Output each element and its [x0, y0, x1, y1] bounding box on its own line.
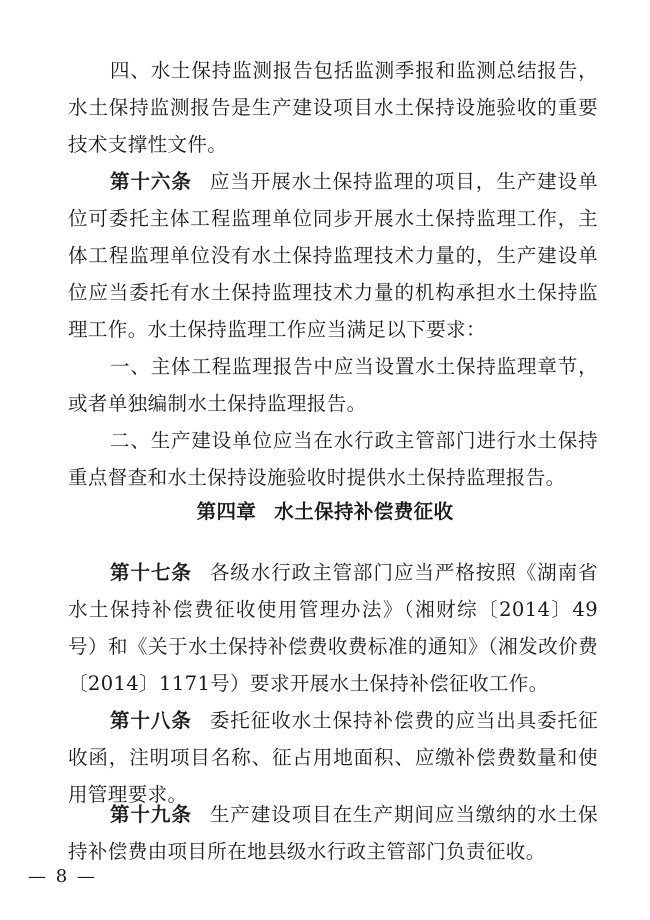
- paragraph-text: 二、生产建设单位应当在水行政主管部门进行水土保持重点督查和水土保持设施验收时提供水土保持监理报告。: [68, 429, 598, 489]
- paragraph-text: 四、水土保持监测报告包括监测季报和监测总结报告，水土保持监测报告是生产建设项目水土保持设施验收的重要技术支撑性文件。: [68, 59, 598, 156]
- chapter-number: 第四章: [196, 500, 257, 523]
- paragraph-item-one: [68, 348, 598, 422]
- chapter-heading: [0, 493, 650, 530]
- article-text: 生产建设项目在生产期间应当缴纳的水土保持补偿费由项目所在地县级水行政主管部门负责征收。: [68, 803, 598, 863]
- article-text: 各级水行政主管部门应当严格按照《湖南省水土保持补偿费征收使用管理办法》（湘财综〔2014〕49号）和《关于水土保持补偿费收费标准的通知》（湘发改价费〔2014〕1171号）要求开展水土保持补偿征收工作。: [68, 561, 598, 695]
- article-number: 第十八条: [110, 709, 192, 732]
- paragraph-text: 一、主体工程监理报告中应当设置水土保持监理章节，或者单独编制水土保持监理报告。: [68, 355, 598, 415]
- article-19: [68, 796, 598, 870]
- page-number: — 8 —: [28, 866, 97, 887]
- article-16: [68, 163, 598, 348]
- paragraph-item-four: [68, 52, 598, 163]
- article-text: 应当开展水土保持监理的项目，生产建设单位可委托主体工程监理单位同步开展水土保持监理工作，主体工程监理单位没有水土保持监理技术力量的，生产建设单位应当委托有水土保持监理技术力量的机构承担水土保持监理工作。水土保持监理工作应当满足以下要求：: [68, 170, 598, 341]
- article-number: 第十六条: [110, 170, 192, 193]
- article-17: [68, 554, 598, 702]
- article-number: 第十九条: [110, 803, 192, 826]
- chapter-title: 水土保持补偿费征收: [274, 500, 454, 523]
- paragraph-item-two: [68, 422, 598, 496]
- article-text: 委托征收水土保持补偿费的应当出具委托征收函，注明项目名称、征占用地面积、应缴补偿费数量和使用管理要求。: [68, 709, 598, 806]
- article-number: 第十七条: [110, 561, 192, 584]
